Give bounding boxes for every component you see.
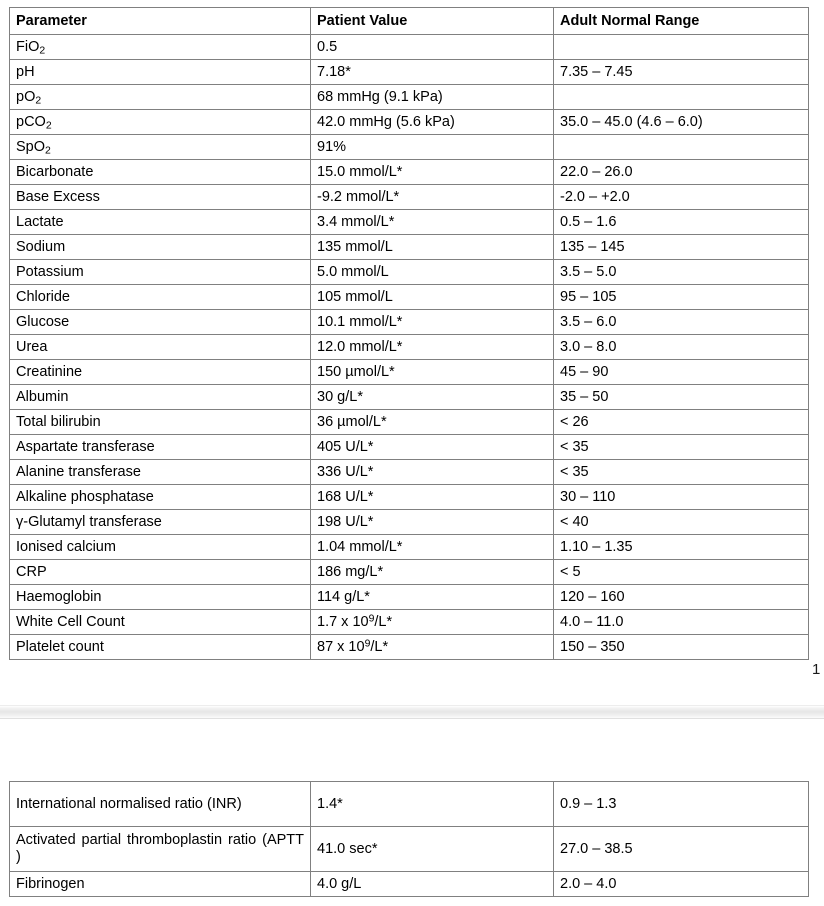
cell-normal-range: 95 – 105: [554, 285, 809, 310]
cell-patient-value: 1.4*: [311, 782, 554, 827]
table-row: [10, 385, 809, 410]
cell-normal-range: 135 – 145: [554, 235, 809, 260]
table-row: [10, 210, 809, 235]
cell-patient-value: 12.0 mmol/L*: [311, 335, 554, 360]
table-row: [10, 560, 809, 585]
cell-normal-range: 2.0 – 4.0: [554, 872, 809, 897]
cell-parameter: Glucose: [10, 310, 311, 335]
cell-normal-range: 7.35 – 7.45: [554, 60, 809, 85]
cell-normal-range: [554, 135, 809, 160]
cell-normal-range: < 35: [554, 460, 809, 485]
cell-patient-value: 405 U/L*: [311, 435, 554, 460]
cell-patient-value: 186 mg/L*: [311, 560, 554, 585]
cell-normal-range: 22.0 – 26.0: [554, 160, 809, 185]
cell-patient-value: 42.0 mmHg (5.6 kPa): [311, 110, 554, 135]
table-row: [10, 435, 809, 460]
cell-patient-value: 87 x $10^9/L*$: [311, 635, 554, 660]
table-row: [10, 185, 809, 210]
cell-patient-value: 1.04 mmol/L*: [311, 535, 554, 560]
cell-parameter: $pO_2$: [10, 85, 311, 110]
cell-parameter: Base Excess: [10, 185, 311, 210]
cell-parameter: Alkaline phosphatase: [10, 485, 311, 510]
cell-patient-value: 68 mmHg (9.1 kPa): [311, 85, 554, 110]
cell-patient-value: 36 µmol/L*: [311, 410, 554, 435]
table-row: [10, 635, 809, 660]
table-row: [10, 235, 809, 260]
coagulation-results-body: [10, 782, 809, 897]
cell-parameter: Sodium: [10, 235, 311, 260]
cell-patient-value: 336 U/L*: [311, 460, 554, 485]
cell-parameter: FiO$_2$: [10, 35, 311, 60]
cell-parameter: Ionised calcium: [10, 535, 311, 560]
cell-parameter: Albumin: [10, 385, 311, 410]
table-row: [10, 335, 809, 360]
cell-patient-value: 105 mmol/L: [311, 285, 554, 310]
cell-patient-value: 10.1 mmol/L*: [311, 310, 554, 335]
table-row: [10, 260, 809, 285]
cell-normal-range: 0.9 – 1.3: [554, 782, 809, 827]
cell-parameter: γ-Glutamyl transferase: [10, 510, 311, 535]
cell-normal-range: 45 – 90: [554, 360, 809, 385]
cell-patient-value: 3.4 mmol/L*: [311, 210, 554, 235]
cell-normal-range: 27.0 – 38.5: [554, 827, 809, 872]
cell-patient-value: 198 U/L*: [311, 510, 554, 535]
cell-normal-range: [554, 35, 809, 60]
cell-normal-range: 150 – 350: [554, 635, 809, 660]
page-number: 1: [812, 661, 821, 678]
cell-patient-value: 135 mmol/L: [311, 235, 554, 260]
table-row: [10, 485, 809, 510]
column-header-normal-range: Adult Normal Range: [554, 8, 809, 35]
table-header-row: [10, 8, 809, 35]
cell-normal-range: 120 – 160: [554, 585, 809, 610]
table-row: [10, 872, 809, 897]
table-row: [10, 60, 809, 85]
cell-normal-range: -2.0 – +2.0: [554, 185, 809, 210]
cell-parameter: Chloride: [10, 285, 311, 310]
cell-parameter: SpO$_2$: [10, 135, 311, 160]
cell-patient-value: 150 µmol/L*: [311, 360, 554, 385]
cell-parameter: Creatinine: [10, 360, 311, 385]
table-row: [10, 110, 809, 135]
cell-parameter: Haemoglobin: [10, 585, 311, 610]
cell-patient-value: 0.5: [311, 35, 554, 60]
cell-normal-range: < 35: [554, 435, 809, 460]
table-row: [10, 160, 809, 185]
cell-patient-value: -9.2 mmol/L*: [311, 185, 554, 210]
lab-results-table: [9, 7, 809, 660]
column-header-patient-value: Patient Value: [311, 8, 554, 35]
cell-normal-range: 3.5 – 5.0: [554, 260, 809, 285]
cell-normal-range: 3.0 – 8.0: [554, 335, 809, 360]
cell-parameter: Bicarbonate: [10, 160, 311, 185]
cell-normal-range: 0.5 – 1.6: [554, 210, 809, 235]
cell-patient-value: 91%: [311, 135, 554, 160]
cell-patient-value: 4.0 g/L: [311, 872, 554, 897]
cell-parameter: Alanine transferase: [10, 460, 311, 485]
cell-parameter: Aspartate transferase: [10, 435, 311, 460]
cell-normal-range: 35 – 50: [554, 385, 809, 410]
cell-parameter: Urea: [10, 335, 311, 360]
table-row: [10, 782, 809, 827]
table-row: [10, 135, 809, 160]
cell-parameter: Platelet count: [10, 635, 311, 660]
cell-normal-range: < 26: [554, 410, 809, 435]
table-row: [10, 585, 809, 610]
cell-parameter: Fibrinogen: [10, 872, 311, 897]
cell-normal-range: 4.0 – 11.0: [554, 610, 809, 635]
cell-patient-value: 5.0 mmol/L: [311, 260, 554, 285]
coagulation-results-table: [9, 781, 809, 897]
cell-parameter: White Cell Count: [10, 610, 311, 635]
cell-patient-value: 41.0 sec*: [311, 827, 554, 872]
table-row: [10, 310, 809, 335]
cell-patient-value: 114 g/L*: [311, 585, 554, 610]
cell-patient-value: 1.7 x $10^9/L*$: [311, 610, 554, 635]
cell-normal-range: 1.10 – 1.35: [554, 535, 809, 560]
table-row: [10, 510, 809, 535]
table-row: [10, 610, 809, 635]
cell-normal-range: 35.0 – 45.0 (4.6 – 6.0): [554, 110, 809, 135]
cell-patient-value: 15.0 mmol/L*: [311, 160, 554, 185]
table-row: [10, 827, 809, 872]
cell-parameter: Lactate: [10, 210, 311, 235]
cell-parameter: Potassium: [10, 260, 311, 285]
table-row: [10, 360, 809, 385]
cell-parameter: Activated partial thromboplastin ratio (APTT ): [10, 827, 311, 872]
table-row: [10, 85, 809, 110]
cell-patient-value: 7.18*: [311, 60, 554, 85]
cell-normal-range: < 40: [554, 510, 809, 535]
table-row: [10, 535, 809, 560]
column-header-parameter: Parameter: [10, 8, 311, 35]
cell-normal-range: 30 – 110: [554, 485, 809, 510]
cell-patient-value: 168 U/L*: [311, 485, 554, 510]
cell-parameter: Total bilirubin: [10, 410, 311, 435]
cell-parameter: pH: [10, 60, 311, 85]
table-row: [10, 410, 809, 435]
cell-patient-value: 30 g/L*: [311, 385, 554, 410]
cell-normal-range: < 5: [554, 560, 809, 585]
lab-results-body: [10, 35, 809, 660]
table-row: [10, 285, 809, 310]
table-row: [10, 35, 809, 60]
cell-parameter: CRP: [10, 560, 311, 585]
cell-parameter: International normalised ratio (INR): [10, 782, 311, 827]
table-row: [10, 460, 809, 485]
page-break-separator: [0, 705, 824, 719]
cell-normal-range: [554, 85, 809, 110]
cell-parameter: pCO$_2$: [10, 110, 311, 135]
cell-normal-range: 3.5 – 6.0: [554, 310, 809, 335]
